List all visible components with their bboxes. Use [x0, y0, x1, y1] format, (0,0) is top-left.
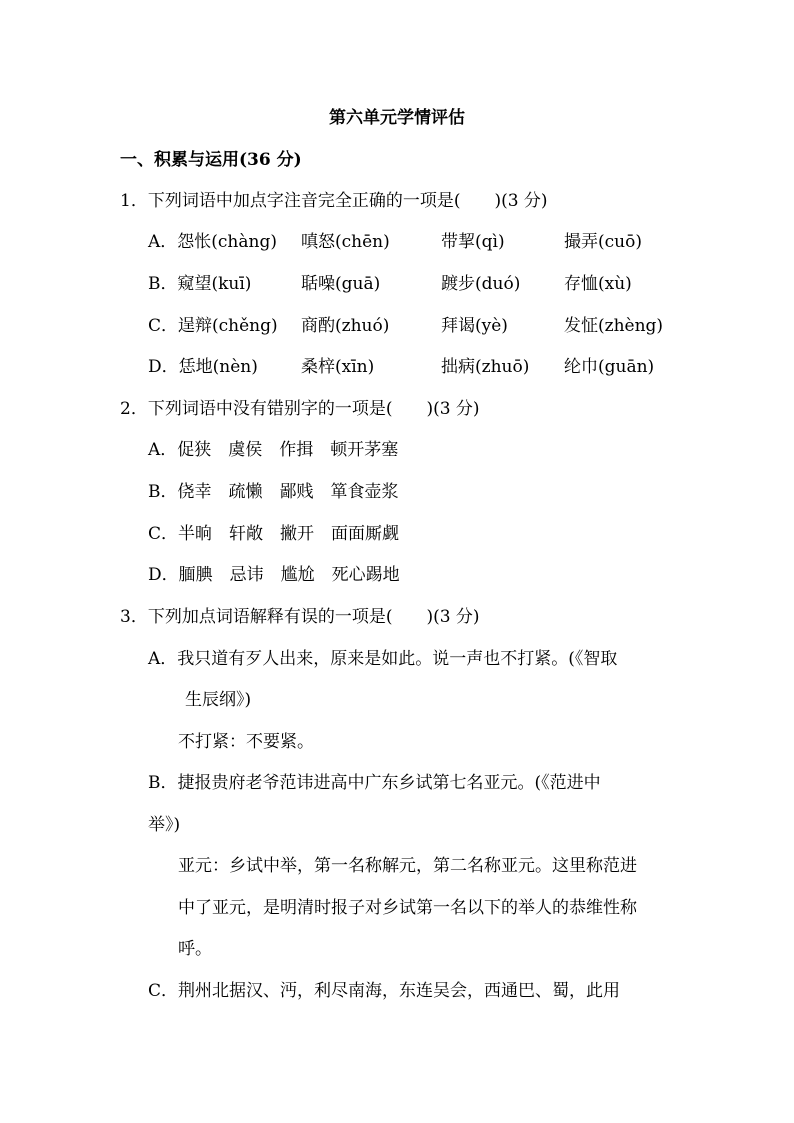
q2-option-d: D．腼腆 忌讳 尴尬 死心踢地 [148, 565, 400, 585]
question-1-stem: 1．下列词语中加点字注音完全正确的一项是( )(3 分) [120, 191, 548, 211]
q1-option-d-item: 纶巾(guān) [564, 357, 655, 377]
section-heading: 一、积累与运用(36 分) [120, 150, 302, 170]
question-3-stem: 3．下列加点词语解释有误的一项是( )(3 分) [120, 607, 480, 627]
q1-option-b-item: 存恤(xù) [564, 274, 632, 294]
q3-option-b-line2: 举》) [148, 815, 181, 835]
q1-option-d-label: D．恁地(nèn) [148, 357, 258, 377]
question-2-stem: 2．下列词语中没有错别字的一项是( )(3 分) [120, 399, 480, 419]
q1-option-c-label: C．逞辩(chěng) [148, 316, 278, 336]
q3-option-b-explanation-line1: 亚元：乡试中举，第一名称解元，第二名称亚元。这里称范进 [178, 856, 637, 876]
q1-option-c-item: 商酌(zhuó) [301, 316, 390, 336]
q1-option-a-item: 嗔怒(chēn) [301, 232, 390, 252]
q1-option-b-label: B．窥望(kuī) [148, 274, 252, 294]
q2-option-b: B．侥幸 疏懒 鄙贱 箪食壶浆 [148, 482, 399, 502]
q3-option-b-explanation-line3: 呼。 [178, 939, 212, 959]
q3-option-b-explanation-line2: 中了亚元，是明清时报子对乡试第一名以下的举人的恭维性称 [178, 898, 637, 918]
q3-option-a-explanation: 不打紧：不要紧。 [178, 732, 314, 752]
q1-option-b-item: 聒噪(guā) [301, 274, 381, 294]
q1-option-c-item: 拜谒(yè) [441, 316, 508, 336]
q3-option-c-line1: C．荆州北据汉、沔，利尽南海，东连吴会，西通巴、蜀，此用 [148, 981, 621, 1001]
q1-option-a-item: 撮弄(cuō) [564, 232, 642, 252]
q1-option-a-item: 带挈(qì) [441, 232, 505, 252]
q3-option-a-line1: A．我只道有歹人出来，原来是如此。说一声也不打紧。(《智取 [148, 649, 618, 669]
q1-option-b-item: 踱步(duó) [441, 274, 521, 294]
q2-option-a: A．促狭 虞侯 作揖 顿开茅塞 [148, 440, 399, 460]
q2-option-c: C．半晌 轩敞 撇开 面面厮觑 [148, 524, 400, 544]
q1-option-d-item: 拙病(zhuō) [441, 357, 530, 377]
q3-option-a-line2: 生辰纲》) [185, 690, 252, 710]
page-title: 第六单元学情评估 [329, 108, 465, 128]
q1-option-a-label: A．怨怅(chàng) [148, 232, 277, 252]
q1-option-d-item: 桑梓(xīn) [301, 357, 375, 377]
q3-option-b-line1: B．捷报贵府老爷范讳进高中广东乡试第七名亚元。(《范进中 [148, 773, 601, 793]
q1-option-c-item: 发怔(zhèng) [564, 316, 664, 336]
